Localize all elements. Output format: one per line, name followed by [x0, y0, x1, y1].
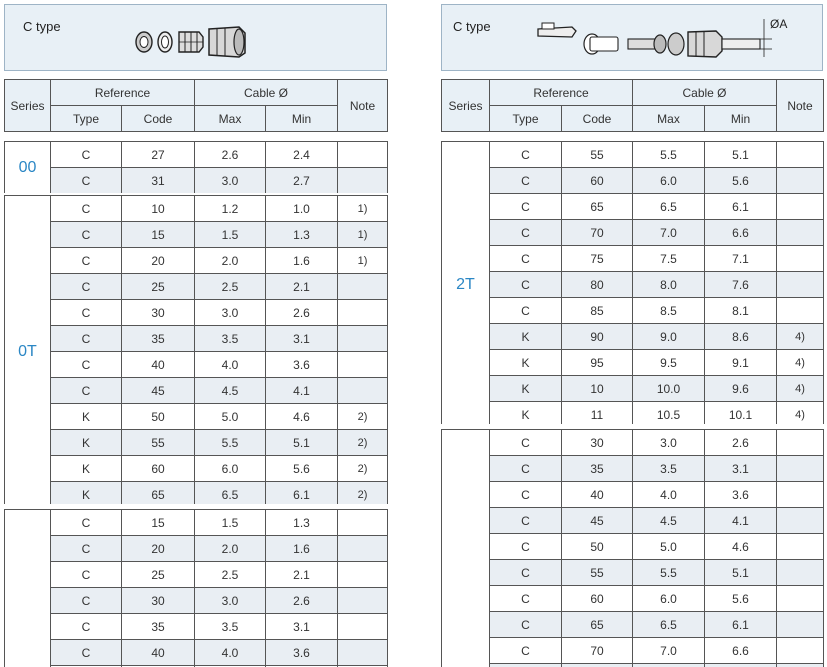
min-cell: 3.6: [266, 640, 338, 666]
left-header-cable: Cable Ø: [195, 80, 338, 106]
series-cell: 2T: [442, 142, 490, 425]
min-cell: 1.3: [266, 510, 338, 536]
note-cell: [338, 168, 388, 194]
max-cell: 6.5: [633, 194, 705, 220]
max-cell: 4.5: [633, 508, 705, 534]
min-cell: 2.1: [266, 562, 338, 588]
max-cell: 8.0: [633, 272, 705, 298]
note-cell: [777, 246, 824, 272]
code-cell: 45: [562, 508, 633, 534]
note-cell: [777, 508, 824, 534]
table-row: [5, 562, 388, 588]
table-row: [442, 482, 824, 508]
min-cell: 5.1: [705, 560, 777, 586]
code-cell: 50: [562, 534, 633, 560]
min-cell: 6.1: [705, 612, 777, 638]
type-cell: C: [51, 168, 122, 194]
min-cell: 5.1: [266, 430, 338, 456]
note-cell: [777, 664, 824, 667]
max-cell: 3.0: [195, 588, 266, 614]
table-row: [442, 142, 824, 168]
table-row: [442, 508, 824, 534]
right-banner: [441, 4, 823, 71]
max-cell: 5.5: [633, 142, 705, 168]
code-cell: 25: [122, 562, 195, 588]
max-cell: 1.5: [195, 510, 266, 536]
max-cell: 7.0: [633, 638, 705, 664]
right-header-type: Type: [490, 106, 562, 132]
table-row: [442, 272, 824, 298]
right-header-reference: Reference: [490, 80, 633, 106]
note-cell: [338, 300, 388, 326]
type-cell: C: [51, 588, 122, 614]
table-row: [5, 352, 388, 378]
left-group-00: [4, 141, 388, 193]
code-cell: 85: [562, 298, 633, 324]
min-cell: 4.6: [705, 534, 777, 560]
max-cell: 5.0: [195, 404, 266, 430]
note-cell: 1): [338, 222, 388, 248]
type-cell: C: [490, 456, 562, 482]
table-row: [442, 534, 824, 560]
type-cell: C: [51, 562, 122, 588]
min-cell: 1.6: [266, 536, 338, 562]
code-cell: 35: [122, 326, 195, 352]
table-row: [5, 614, 388, 640]
left-table-header: [4, 79, 388, 132]
table-row: [442, 246, 824, 272]
code-cell: 10: [562, 376, 633, 402]
table-row: [5, 300, 388, 326]
min-cell: 9.1: [705, 350, 777, 376]
cable-assembly-illustration: [532, 9, 772, 59]
min-cell: 2.1: [266, 274, 338, 300]
max-cell: 6.0: [633, 168, 705, 194]
note-cell: [338, 378, 388, 404]
note-cell: [777, 638, 824, 664]
code-cell: 90: [562, 324, 633, 350]
max-cell: 3.5: [195, 614, 266, 640]
code-cell: 40: [122, 352, 195, 378]
table-row: [5, 248, 388, 274]
min-cell: 2.4: [266, 142, 338, 168]
note-cell: [777, 612, 824, 638]
min-cell: 2.6: [266, 588, 338, 614]
max-cell: 3.0: [195, 300, 266, 326]
note-cell: [777, 430, 824, 456]
min-cell: 7.6: [705, 272, 777, 298]
min-cell: 3.6: [705, 482, 777, 508]
note-cell: 4): [777, 324, 824, 350]
note-cell: 2): [338, 404, 388, 430]
max-cell: [633, 664, 705, 667]
max-cell: 10.5: [633, 402, 705, 425]
max-cell: 6.0: [633, 586, 705, 612]
type-cell: C: [490, 508, 562, 534]
min-cell: 1.0: [266, 196, 338, 222]
max-cell: 9.5: [633, 350, 705, 376]
max-cell: 2.5: [195, 274, 266, 300]
max-cell: 4.5: [195, 378, 266, 404]
type-cell: C: [51, 274, 122, 300]
table-row: [442, 220, 824, 246]
left-group-0T: [4, 195, 388, 504]
code-cell: 55: [562, 560, 633, 586]
connector-parts-illustration: [127, 15, 277, 65]
max-cell: 4.0: [195, 352, 266, 378]
type-cell: C: [490, 638, 562, 664]
min-cell: 7.1: [705, 246, 777, 272]
note-cell: [777, 482, 824, 508]
max-cell: 2.0: [195, 536, 266, 562]
note-cell: 2): [338, 430, 388, 456]
note-cell: [338, 142, 388, 168]
type-cell: K: [490, 350, 562, 376]
left-header-type: Type: [51, 106, 122, 132]
note-cell: [777, 456, 824, 482]
right-header-max: Max: [633, 106, 705, 132]
min-cell: 8.6: [705, 324, 777, 350]
type-cell: C: [490, 168, 562, 194]
code-cell: 15: [122, 222, 195, 248]
table-row: [442, 456, 824, 482]
table-row: [5, 196, 388, 222]
table-row: [5, 274, 388, 300]
note-cell: [777, 534, 824, 560]
table-row: [5, 510, 388, 536]
min-cell: 3.1: [266, 614, 338, 640]
type-cell: C: [51, 222, 122, 248]
note-cell: [777, 586, 824, 612]
type-cell: C: [51, 352, 122, 378]
min-cell: 5.6: [705, 586, 777, 612]
code-cell: 15: [122, 510, 195, 536]
table-row: [5, 378, 388, 404]
type-cell: C: [490, 612, 562, 638]
note-cell: [777, 560, 824, 586]
type-cell: K: [51, 482, 122, 505]
note-cell: 2): [338, 456, 388, 482]
table-row: [442, 402, 824, 425]
type-cell: C: [490, 272, 562, 298]
table-row: [5, 536, 388, 562]
max-cell: 5.5: [633, 560, 705, 586]
min-cell: 4.1: [705, 508, 777, 534]
type-cell: K: [51, 430, 122, 456]
min-cell: 4.1: [266, 378, 338, 404]
code-cell: 27: [122, 142, 195, 168]
left-header-series: Series: [5, 80, 51, 132]
min-cell: 6.1: [705, 194, 777, 220]
note-cell: [777, 168, 824, 194]
table-row: [442, 194, 824, 220]
type-cell: C: [490, 220, 562, 246]
note-cell: [338, 326, 388, 352]
table-row: [5, 222, 388, 248]
max-cell: 4.0: [195, 640, 266, 666]
code-cell: 65: [122, 482, 195, 505]
type-cell: C: [51, 300, 122, 326]
min-cell: 6.6: [705, 638, 777, 664]
min-cell: 3.1: [705, 456, 777, 482]
type-cell: C: [51, 510, 122, 536]
code-cell: 45: [122, 378, 195, 404]
right-header-cable: Cable Ø: [633, 80, 777, 106]
min-cell: 2.6: [705, 430, 777, 456]
code-cell: 65: [562, 612, 633, 638]
min-cell: 1.6: [266, 248, 338, 274]
note-cell: 4): [777, 402, 824, 425]
max-cell: 2.6: [195, 142, 266, 168]
type-cell: K: [490, 402, 562, 425]
right-banner-title: C type: [453, 19, 491, 34]
code-cell: 70: [562, 220, 633, 246]
max-cell: 5.0: [633, 534, 705, 560]
code-cell: 75: [562, 246, 633, 272]
right-table-header: [441, 79, 824, 132]
left-banner-title: C type: [23, 19, 61, 34]
left-header-note: Note: [338, 80, 388, 132]
code-cell: 30: [562, 430, 633, 456]
table-row: [442, 168, 824, 194]
max-cell: 6.5: [633, 612, 705, 638]
type-cell: C: [490, 142, 562, 168]
code-cell: 10: [122, 196, 195, 222]
min-cell: 6.6: [705, 220, 777, 246]
table-row: [442, 376, 824, 402]
max-cell: 5.5: [195, 430, 266, 456]
note-cell: 4): [777, 350, 824, 376]
max-cell: 3.5: [633, 456, 705, 482]
code-cell: 20: [122, 536, 195, 562]
note-cell: [777, 298, 824, 324]
series-cell: 00: [5, 142, 51, 194]
type-cell: C: [490, 534, 562, 560]
note-cell: [338, 640, 388, 666]
max-cell: 3.5: [195, 326, 266, 352]
code-cell: 40: [122, 640, 195, 666]
max-cell: 7.5: [633, 246, 705, 272]
max-cell: 10.0: [633, 376, 705, 402]
code-cell: 50: [122, 404, 195, 430]
code-cell: 35: [562, 456, 633, 482]
min-cell: 5.6: [266, 456, 338, 482]
min-cell: 5.1: [705, 142, 777, 168]
note-cell: [338, 588, 388, 614]
code-cell: 11: [562, 402, 633, 425]
table-row: [5, 404, 388, 430]
code-cell: 60: [122, 456, 195, 482]
code-cell: 40: [562, 482, 633, 508]
min-cell: 4.6: [266, 404, 338, 430]
code-cell: 70: [562, 638, 633, 664]
type-cell: C: [490, 560, 562, 586]
note-cell: [777, 272, 824, 298]
right-header-note: Note: [777, 80, 824, 132]
note-cell: 4): [777, 376, 824, 402]
code-cell: 30: [122, 300, 195, 326]
max-cell: 1.2: [195, 196, 266, 222]
note-cell: 1): [338, 196, 388, 222]
max-cell: 8.5: [633, 298, 705, 324]
code-cell: 25: [122, 274, 195, 300]
type-cell: C: [51, 640, 122, 666]
min-cell: 2.7: [266, 168, 338, 194]
code-cell: 35: [122, 614, 195, 640]
max-cell: 2.0: [195, 248, 266, 274]
min-cell: 2.6: [266, 300, 338, 326]
note-cell: [338, 614, 388, 640]
table-row: [442, 638, 824, 664]
code-cell: 20: [122, 248, 195, 274]
diameter-label: ØA: [770, 17, 788, 31]
left-header-min: Min: [266, 106, 338, 132]
left-header-code: Code: [122, 106, 195, 132]
type-cell: K: [51, 456, 122, 482]
right-header-code: Code: [562, 106, 633, 132]
note-cell: [777, 142, 824, 168]
type-cell: C: [51, 196, 122, 222]
note-cell: [338, 562, 388, 588]
table-row: [442, 350, 824, 376]
note-cell: [338, 352, 388, 378]
max-cell: 6.5: [195, 482, 266, 505]
type-cell: C: [490, 298, 562, 324]
right-header-min: Min: [705, 106, 777, 132]
code-cell: 31: [122, 168, 195, 194]
series-cell: [442, 430, 490, 667]
table-row: [442, 430, 824, 456]
table-row: [5, 326, 388, 352]
max-cell: 3.0: [633, 430, 705, 456]
min-cell: 3.6: [266, 352, 338, 378]
table-row: [442, 560, 824, 586]
code-cell: 80: [562, 272, 633, 298]
type-cell: K: [490, 376, 562, 402]
table-row: [5, 588, 388, 614]
max-cell: 3.0: [195, 168, 266, 194]
code-cell: 30: [122, 588, 195, 614]
type-cell: C: [51, 142, 122, 168]
type-cell: K: [51, 404, 122, 430]
type-cell: C: [490, 482, 562, 508]
table-row: [442, 324, 824, 350]
min-cell: 5.6: [705, 168, 777, 194]
note-cell: [338, 274, 388, 300]
right-header-series: Series: [442, 80, 490, 132]
note-cell: [777, 220, 824, 246]
table-row: [5, 640, 388, 666]
type-cell: C: [490, 246, 562, 272]
left-header-reference: Reference: [51, 80, 195, 106]
min-cell: 9.6: [705, 376, 777, 402]
min-cell: [705, 664, 777, 667]
table-row: [442, 298, 824, 324]
code-cell: 65: [562, 194, 633, 220]
min-cell: 3.1: [266, 326, 338, 352]
type-cell: C: [490, 430, 562, 456]
table-row: [5, 430, 388, 456]
table-row: [5, 482, 388, 505]
type-cell: C: [490, 586, 562, 612]
max-cell: 4.0: [633, 482, 705, 508]
code-cell: 55: [562, 142, 633, 168]
max-cell: 1.5: [195, 222, 266, 248]
series-cell: 0T: [5, 196, 51, 505]
table-row: [442, 586, 824, 612]
min-cell: 6.1: [266, 482, 338, 505]
max-cell: 9.0: [633, 324, 705, 350]
type-cell: C: [51, 378, 122, 404]
right-group-2T: [441, 141, 824, 424]
type-cell: C: [51, 248, 122, 274]
type-cell: C: [51, 536, 122, 562]
note-cell: [338, 510, 388, 536]
type-cell: C: [51, 326, 122, 352]
table-row: [5, 168, 388, 194]
left-header-max: Max: [195, 106, 266, 132]
max-cell: 6.0: [195, 456, 266, 482]
code-cell: 60: [562, 168, 633, 194]
code-cell: 55: [122, 430, 195, 456]
note-cell: 1): [338, 248, 388, 274]
left-group-3: [4, 509, 388, 667]
series-cell: [5, 510, 51, 667]
note-cell: 2): [338, 482, 388, 505]
max-cell: 2.5: [195, 562, 266, 588]
note-cell: [777, 194, 824, 220]
table-row: [442, 664, 824, 667]
table-row: [442, 612, 824, 638]
note-cell: [338, 536, 388, 562]
min-cell: 1.3: [266, 222, 338, 248]
max-cell: 7.0: [633, 220, 705, 246]
type-cell: C: [490, 194, 562, 220]
code-cell: 95: [562, 350, 633, 376]
min-cell: 8.1: [705, 298, 777, 324]
code-cell: [562, 664, 633, 667]
table-row: [5, 142, 388, 168]
code-cell: 60: [562, 586, 633, 612]
type-cell: K: [490, 324, 562, 350]
type-cell: C: [51, 614, 122, 640]
table-row: [5, 456, 388, 482]
right-group-2: [441, 429, 824, 667]
min-cell: 10.1: [705, 402, 777, 425]
left-banner: [4, 4, 387, 71]
type-cell: [490, 664, 562, 667]
